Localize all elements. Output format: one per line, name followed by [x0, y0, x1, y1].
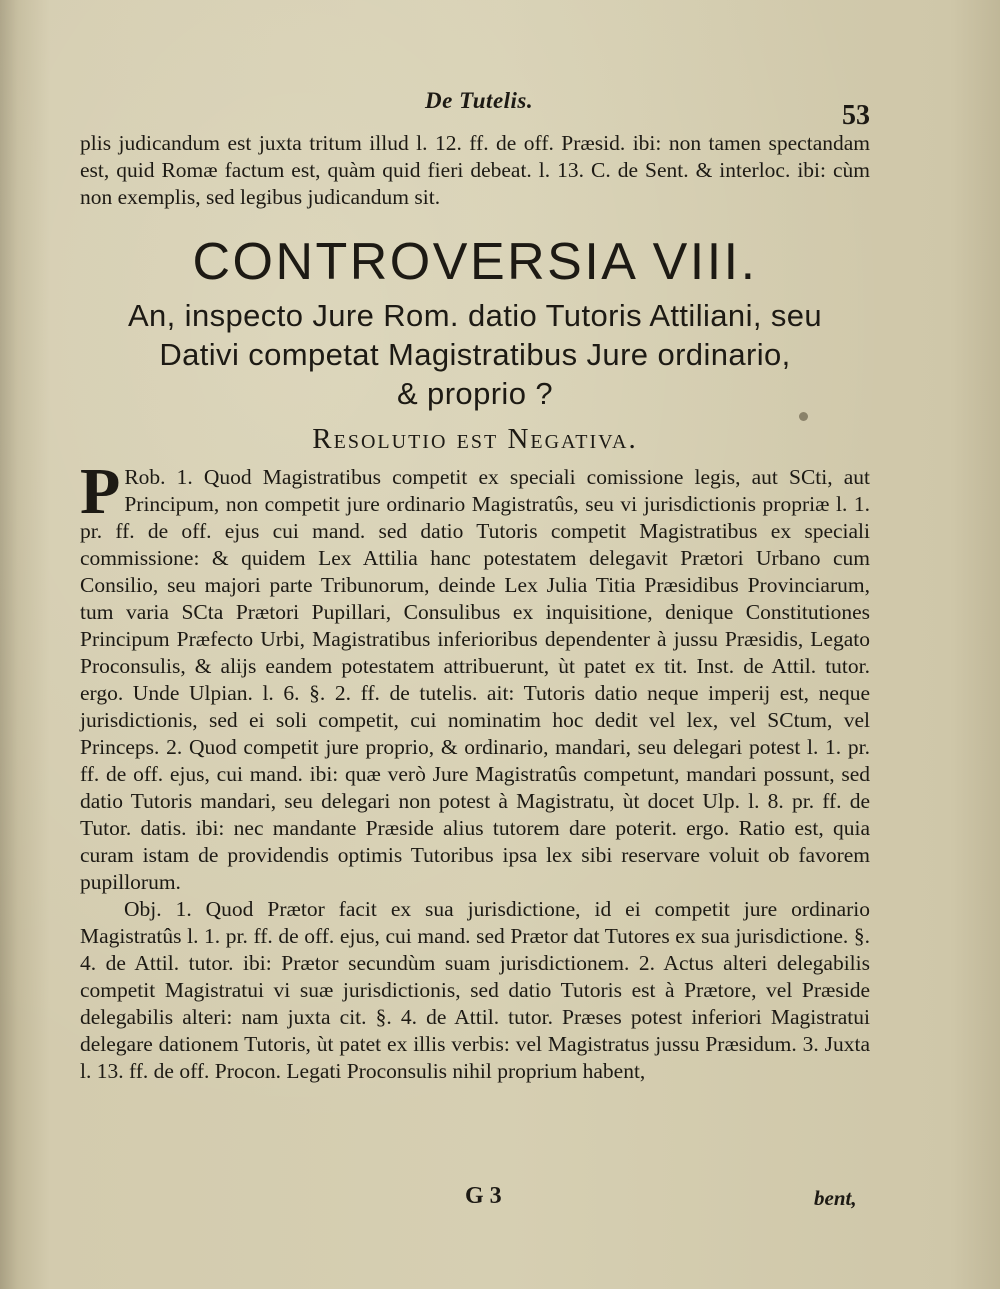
- running-head: [0, 88, 1000, 131]
- page-number: 53: [842, 100, 870, 131]
- resolutio-heading: Resolutio est Negativa.: [312, 423, 638, 455]
- question-line-3: & proprio ?: [396, 376, 554, 411]
- controversia-title: CONTROVERSIA VIII.: [192, 233, 758, 291]
- running-head-title: De Tutelis.: [425, 88, 534, 113]
- main-text-block: [80, 455, 870, 1085]
- signature-mark: G 3: [465, 1183, 502, 1209]
- paragraph-objectio: Obj. 1. Quod Prætor facit ex sua jurisdictione, id ei competit jure ordinario Magistratûs l. 1. pr. ff. de off. ejus, cui mand. sed Prætor dat Tutores ex sua jurisdictione. §. 4. de Attil. tutor. ibi: Prætor secundùm suam jurisdictionem. 2. Actus alteri delegabilis competit Magistratui vi suæ jurisdictionis, sed datio Tutoris est à Prætore, vel Præside delegabilis alteri: nam juxta cit. §. 4. de Attil. tutor. Præses potest inferiori Magistratui delegare dationem Tutoris, ùt patet ex illis verbis: vel Magistratus jussu Præsidum. 3. Juxta l. 13. ff. de off. Procon. Legati Proconsulis nihil proprium habent,: [80, 897, 870, 1083]
- controversia-question: [60, 296, 890, 413]
- top-text-paragraph: plis judicandum est juxta tritum illud l. 12. ff. de off. Præsid. ibi: non tamen spectandam est, quid Romæ factum est, quàm quid fieri debeat. l. 13. C. de Sent. & interloc. ibi: cùm non exemplis, sed legibus judicandum sit.: [80, 131, 870, 209]
- top-text-block: [80, 130, 870, 211]
- question-line-2: Dativi competat Magistratibus Jure ordinario,: [159, 337, 791, 372]
- catchword: bent,: [814, 1186, 857, 1210]
- drop-cap: P: [80, 455, 121, 528]
- question-line-1: An, inspecto Jure Rom. datio Tutoris Attiliani, seu: [127, 298, 823, 333]
- paragraph-probatio-text: Rob. 1. Quod Magistratibus competit ex speciali comissione legis, aut SCti, aut Principum, non competit jure ordinario Magistratûs, seu vi jurisdictionis propriæ l. 1. pr. ff. de off. ejus cui mand. sed datio Tutoris competit Magistratibus ex speciali commissione: & quidem Lex Attilia hanc potestatem delegavit Prætori Urbano cum Consilio, seu majori parte Tribunorum, deinde Lex Julia Titia Præsidibus Provinciarum, tum varia SCta Prætori Pupillari, Consulibus ex inquisitione, denique Constitutiones Principum Præfecto Urbi, Magistratibus inferioribus dependenter à jussu Præsidis, Legato Proconsulis, & alijs eandem potestatem attribuerunt, ùt patet ex tit. Inst. de Attil. tutor. ergo. Unde Ulpian. l. 6. §. 2. ff. de tutelis. ait: Tutoris datio neque imperij est, neque jurisdictionis, sed ei soli competit, cui nominatim hoc dedit vel lex, vel SCtum, vel Princeps. 2. Quod competit jure proprio, & ordinario, mandari, seu delegari potest l. 1. pr. ff. de off. ejus, cui mand. ibi: quæ verò Jure Magistratûs competunt, mandari possunt, sed datio Tutoris mandari, seu delegari non potest à Magistratu, ùt docet Ulp. l. 8. pr. ff. de Tutor. datis. ibi: nec mandante Præside alius tutorem dare poterit. ergo. Ratio est, quia curam istam de providendis optimis Tutoribus ipsa lex sibi reservare voluit ob favorem pupillorum.: [80, 465, 870, 894]
- paragraph-probatio: [80, 455, 870, 896]
